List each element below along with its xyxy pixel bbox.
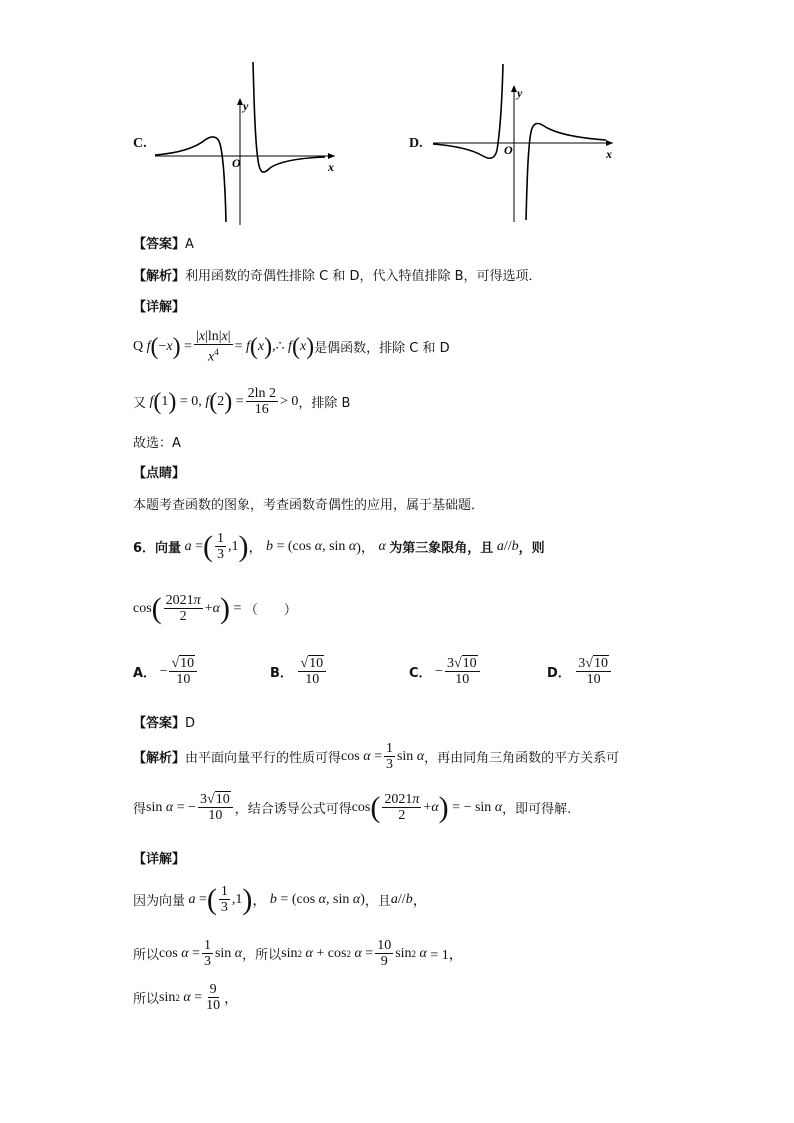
q6-stem-expr: cos ( $\frac{2021\pi}{2}$ + α ) = （ ） [133, 591, 297, 625]
q6-detail-line1: 因为向量 a = ( $\frac{1}{3}$ ,1 ) ， b = (cos α , sin α ) ，且 a // b ， [133, 882, 427, 916]
q6-option-d[interactable]: D． $\frac{3√10}{10}$ [547, 656, 613, 687]
q6-option-b[interactable]: B． $\frac{√10}{10}$ [270, 656, 328, 687]
graph-c-x-arrow [328, 153, 335, 159]
q6-option-a[interactable]: A． − $\frac{√10}{10}$ [133, 656, 199, 687]
q5-choose: 故选：A [133, 436, 181, 451]
q6-detail-line2: 所以 cos α = $\frac{1}{3}$ sin α ，所以 sin 2 α + cos 2 α = $\frac{10}{9}$ sin 2 α = 1， [133, 938, 463, 969]
graph-d-origin: O [504, 143, 513, 157]
graph-c-x-label: x [328, 160, 334, 174]
graph-c-left-branch [155, 137, 226, 222]
graph-d-y-label: y [517, 86, 523, 100]
graph-d-left-branch [433, 64, 503, 158]
option-c-label: C. [133, 136, 147, 151]
q5-analysis: 【解析】利用函数的奇偶性排除 C 和 D，代入特值排除 B，可得选项． [133, 269, 542, 284]
q6-detail-line3: 所以 sin 2 α = $\frac{9}{10}$ ， [133, 982, 239, 1013]
q5-detail-line2: 又 f ( 1 ) = 0, f ( 2 ) = $\frac{2\ln 2}{16}$ > 0 ，排除 B [133, 386, 351, 417]
option-d-label: D. [409, 136, 423, 151]
graph-d-x-arrow [606, 140, 613, 146]
graph-c [150, 60, 340, 226]
graph-c-y-label: y [243, 99, 249, 113]
q6-stem: 6． 向量 a = ( $\frac{1}{3}$ ,1 ) ， b = (cos α , sin α )， α 为第三象限角，且 a // b ，则 [133, 529, 545, 563]
q6-analysis-line2: 得 sin α = − $\frac{3√10}{10}$ ，结合诱导公式可得 cos ( $\frac{2021\pi}{2}$ + α ) = − sin α ，即可得解. [133, 790, 572, 824]
q6-answer: 【答案】D [133, 716, 196, 731]
q5-detail-tag: 【详解】 [133, 300, 186, 315]
q6-analysis-line1: 【解析】 由平面向量平行的性质可得 cos α = $\frac{1}{3}$ sin α ，再由同角三角函数的平方关系可 [133, 741, 620, 772]
q5-comment-tag: 【点睛】 [133, 466, 186, 481]
q6-option-c[interactable]: C． − $\frac{3√10}{10}$ [409, 656, 482, 687]
q6-detail-tag: 【详解】 [133, 852, 186, 867]
graph-c-origin: O [232, 156, 241, 170]
graph-d [428, 62, 618, 224]
graph-d-x-label: x [606, 147, 612, 161]
graph-d-right-branch [526, 124, 606, 220]
q5-comment: 本题考查函数的图象，考查函数奇偶性的应用，属于基础题． [133, 498, 485, 513]
q5-detail-line1: Q f ( − x ) = $\frac{|x|\ln|x|}{x^4}$ = f ( x ) ,∴ f ( x ) 是偶函数，排除 C 和 D [133, 329, 450, 365]
q5-answer: 【答案】A [133, 237, 194, 252]
